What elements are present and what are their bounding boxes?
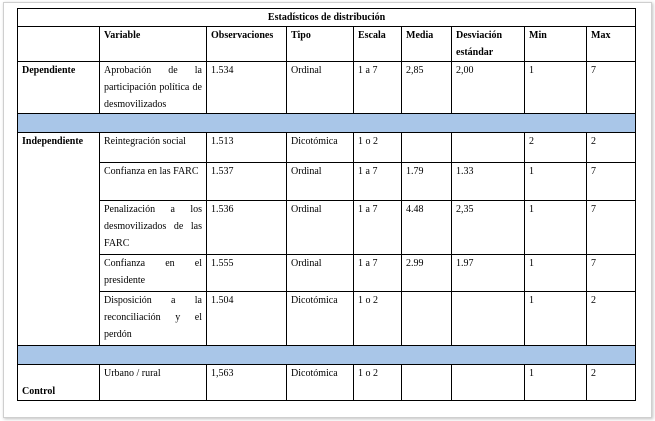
cell-max: 7: [587, 255, 636, 292]
cell-max: 7: [587, 201, 636, 255]
cell-tipo: Ordinal: [287, 62, 354, 114]
header-observaciones: Observaciones: [207, 27, 287, 62]
cell-max: 7: [587, 62, 636, 114]
cell-observaciones: 1.513: [207, 133, 287, 163]
cell-min: 1: [525, 255, 587, 292]
table-title: Estadísticos de distribución: [18, 9, 636, 27]
cell-tipo: Dicotómica: [287, 365, 354, 401]
cell-escala: 1 o 2: [354, 292, 402, 346]
header-row: [18, 27, 636, 62]
header-group: [18, 27, 100, 62]
table-row: [18, 365, 636, 401]
header-escala: Escala: [354, 27, 402, 62]
cell-desviacion: 2,35: [452, 201, 525, 255]
table-row: [18, 292, 636, 346]
separator-row: [18, 346, 636, 365]
separator-row: [18, 114, 636, 133]
cell-tipo: Ordinal: [287, 201, 354, 255]
cell-variable: Confianza en el presidente: [100, 255, 207, 292]
cell-media: 2.99: [402, 255, 452, 292]
cell-escala: 1 a 7: [354, 201, 402, 255]
cell-escala: 1 o 2: [354, 365, 402, 401]
cell-media: 4.48: [402, 201, 452, 255]
table-row: [18, 163, 636, 201]
cell-media: [402, 292, 452, 346]
table-title-row: [18, 9, 636, 27]
cell-observaciones: 1,563: [207, 365, 287, 401]
distribution-stats-table: [17, 8, 636, 401]
cell-observaciones: 1.536: [207, 201, 287, 255]
cell-variable: Penalización a los desmovilizados de las FARC: [100, 201, 207, 255]
cell-escala: 1 a 7: [354, 255, 402, 292]
cell-media: [402, 133, 452, 163]
cell-min: 1: [525, 62, 587, 114]
cell-desviacion: [452, 365, 525, 401]
header-tipo: Tipo: [287, 27, 354, 62]
cell-tipo: Dicotómica: [287, 292, 354, 346]
cell-tipo: Ordinal: [287, 255, 354, 292]
cell-media: 2,85: [402, 62, 452, 114]
cell-desviacion: 1.33: [452, 163, 525, 201]
cell-desviacion: [452, 133, 525, 163]
group-dependiente: Dependiente: [18, 62, 100, 114]
cell-observaciones: 1.534: [207, 62, 287, 114]
cell-media: [402, 365, 452, 401]
cell-max: 2: [587, 133, 636, 163]
cell-min: 1: [525, 292, 587, 346]
cell-max: 7: [587, 163, 636, 201]
header-desviacion: Desviación estándar: [452, 27, 525, 62]
table-row: [18, 201, 636, 255]
table-row: [18, 133, 636, 163]
cell-desviacion: 1.97: [452, 255, 525, 292]
cell-observaciones: 1.537: [207, 163, 287, 201]
cell-min: 1: [525, 365, 587, 401]
header-min: Min: [525, 27, 587, 62]
cell-max: 2: [587, 292, 636, 346]
cell-tipo: Dicotómica: [287, 133, 354, 163]
cell-min: 2: [525, 133, 587, 163]
header-variable: Variable: [100, 27, 207, 62]
cell-variable: Disposición a la reconciliación y el perdón: [100, 292, 207, 346]
cell-escala: 1 o 2: [354, 133, 402, 163]
header-media: Media: [402, 27, 452, 62]
cell-desviacion: [452, 292, 525, 346]
cell-media: 1.79: [402, 163, 452, 201]
table-row: [18, 255, 636, 292]
cell-observaciones: 1.504: [207, 292, 287, 346]
table-row: [18, 62, 636, 114]
cell-escala: 1 a 7: [354, 163, 402, 201]
cell-variable: Confianza en las FARC: [100, 163, 207, 201]
cell-variable: Urbano / rural: [100, 365, 207, 401]
cell-min: 1: [525, 163, 587, 201]
cell-min: 1: [525, 201, 587, 255]
group-control: Control: [18, 365, 100, 401]
group-independiente: Independiente: [18, 133, 100, 346]
cell-tipo: Ordinal: [287, 163, 354, 201]
cell-observaciones: 1.555: [207, 255, 287, 292]
cell-max: 2: [587, 365, 636, 401]
header-max: Max: [587, 27, 636, 62]
cell-variable: Reintegración social: [100, 133, 207, 163]
cell-desviacion: 2,00: [452, 62, 525, 114]
cell-variable: Aprobación de la participación política de desmovilizados: [100, 62, 207, 114]
cell-escala: 1 a 7: [354, 62, 402, 114]
